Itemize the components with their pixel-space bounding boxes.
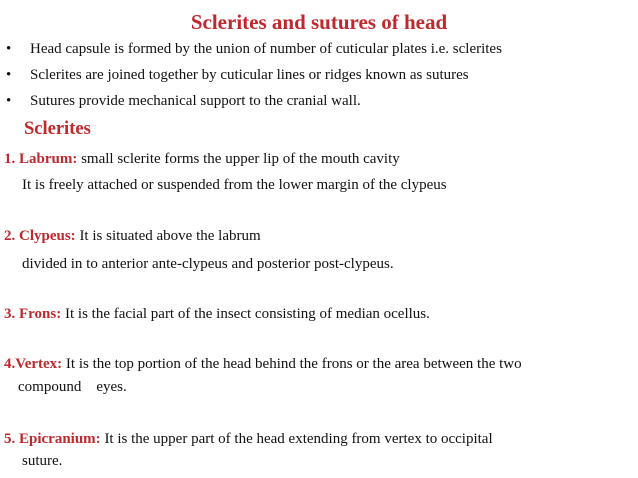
item-text: It is the upper part of the head extending from vertex to occipital	[100, 431, 493, 447]
item-label: 2. Clypeus:	[4, 228, 76, 244]
bullet-icon: •	[6, 67, 12, 83]
page-title: Sclerites and sutures of head	[190, 10, 448, 34]
item-text: It is the top portion of the head behind the frons or the area between the two	[62, 356, 522, 372]
item-continuation: divided in to anterior ante-clypeus and posterior post-clypeus.	[22, 256, 394, 272]
bullet-icon: •	[6, 41, 12, 57]
bullet-item	[6, 41, 502, 58]
item-label: 5. Epicranium:	[4, 431, 101, 447]
item-continuation: compound eyes.	[18, 379, 127, 395]
bullet-text: Head capsule is formed by the union of number of cuticular plates i.e. sclerites	[30, 41, 502, 57]
item-label: 1. Labrum:	[4, 151, 78, 167]
sclerite-item-vertex	[4, 356, 522, 373]
item-continuation: It is freely attached or suspended from the lower margin of the clypeus	[22, 177, 447, 193]
item-text: small sclerite forms the upper lip of the mouth cavity	[77, 151, 400, 167]
sclerite-item-frons	[4, 306, 430, 323]
item-continuation: suture.	[22, 453, 63, 469]
item-label: 3. Frons:	[4, 306, 62, 322]
sclerite-item-clypeus	[4, 228, 261, 245]
sclerite-item-epicranium	[4, 431, 493, 448]
item-label: 4.Vertex:	[4, 356, 63, 372]
item-text: It is situated above the labrum	[75, 228, 261, 244]
bullet-item	[6, 67, 469, 84]
section-heading: Sclerites	[24, 119, 91, 139]
item-text: It is the facial part of the insect consisting of median ocellus.	[61, 306, 430, 322]
bullet-icon: •	[6, 93, 12, 109]
bullet-item	[6, 93, 361, 110]
sclerite-item-labrum	[4, 151, 400, 168]
bullet-text: Sutures provide mechanical support to the cranial wall.	[30, 93, 361, 109]
bullet-text: Sclerites are joined together by cuticular lines or ridges known as sutures	[30, 67, 469, 83]
